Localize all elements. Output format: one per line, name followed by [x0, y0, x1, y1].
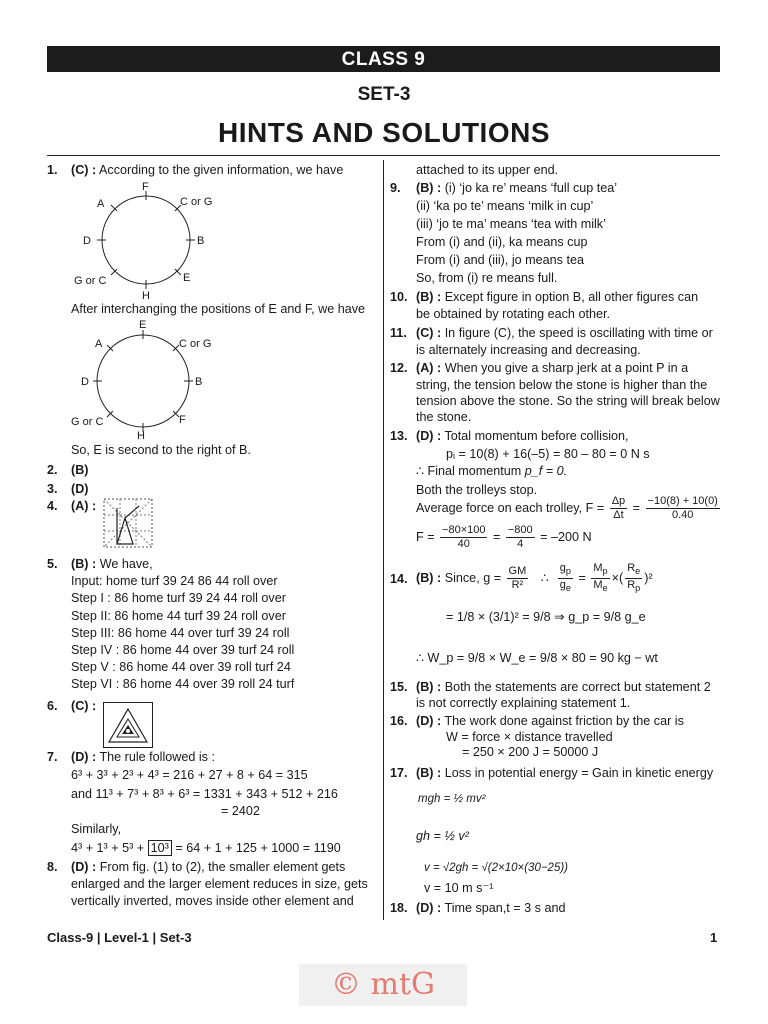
q15-number: 15. — [390, 680, 408, 694]
q1-c1-label-bottom: H — [142, 290, 150, 300]
q11-line: is alternately increasing and decreasing. — [416, 343, 641, 357]
q8-line: attached to its upper end. — [416, 163, 559, 177]
q1-c1-label-left: D — [83, 235, 91, 247]
q17-line: mgh = ½ mv² — [418, 793, 486, 805]
q14-line: ∴ W_p = 9/8 × W_e = 9/8 × 80 = 90 kg − wt — [416, 651, 658, 665]
q1-c2-label-bottomright: F — [179, 414, 186, 426]
q1-conclusion: So, E is second to the right of B. — [71, 443, 251, 457]
q13-number: 13. — [390, 429, 408, 443]
q13-text: (D) : Total momentum before collision, — [416, 429, 629, 443]
q17-line: gh = ½ v² — [416, 829, 469, 843]
q5-text: (B) : We have, — [71, 557, 153, 571]
q7-line: Similarly, — [71, 822, 122, 836]
q2-number: 2. — [47, 463, 58, 477]
page-title: HINTS AND SOLUTIONS — [217, 117, 551, 148]
q18-text: (D) : Time span,t = 3 s and — [416, 901, 566, 915]
q6-figure — [103, 702, 153, 748]
q8-line: enlarged and the larger element reduces in size, gets — [71, 877, 368, 891]
q16-line: = 250 × 200 J = 50000 J — [462, 745, 599, 759]
q10-number: 10. — [390, 290, 408, 304]
q4-number: 4. — [47, 499, 58, 513]
q6-answer: (C) : — [71, 699, 97, 713]
q5-line: Input: home turf 39 24 86 44 roll over — [71, 574, 278, 588]
q13-line: pᵢ = 10(8) + 16(–5) = 80 – 80 = 0 N s — [446, 447, 650, 461]
footer-label: Class-9 | Level-1 | Set-3 — [47, 930, 192, 945]
page-number: 1 — [710, 930, 718, 945]
q14-number: 14. — [390, 572, 408, 586]
q12-number: 12. — [390, 361, 408, 375]
q9-number: 9. — [390, 181, 401, 195]
q5-line: Step IV : 86 home 44 over 39 turf 24 roll — [71, 643, 295, 657]
q1-c2-label-top: E — [139, 319, 147, 331]
q15-line: (B) : Both the statements are correct but statement 2 — [416, 680, 711, 694]
q7-text: (D) : The rule followed is : — [71, 750, 215, 764]
q10-line: be obtained by rotating each other. — [416, 307, 610, 321]
q17-number: 17. — [390, 766, 408, 780]
q9-line: (B) : (i) ‘jo ka re’ means ‘full cup tea’ — [416, 181, 618, 195]
q8-line: vertically inverted, moves inside other element and — [71, 894, 354, 908]
q4-answer: (A) : — [71, 499, 97, 513]
q1-circle-diagram-1 — [71, 180, 281, 300]
q14-since-eq: (B) : Since, g = $\frac{GM}{\text{R²}}$ ∴ $\frac{g_p}{g_e}$ = $\frac{M_p}{M_e}$ ×( $\frac{R_e}{R_p}$ )² — [416, 562, 653, 594]
set-heading: SET-3 — [357, 84, 411, 105]
q4-figure — [103, 498, 153, 548]
q12-line: tension above the stone. So the string will break below — [416, 394, 720, 408]
column-divider — [383, 160, 384, 920]
q1-c2-label-left: D — [81, 376, 89, 388]
q2-answer: (B) — [71, 463, 89, 477]
q1-c2-label-bottom: H — [137, 430, 145, 440]
q1-c2-label-bottomleft: G or C — [71, 416, 104, 428]
q1-c2-label-right: B — [195, 376, 203, 388]
q13-line: Both the trolleys stop. — [416, 483, 538, 497]
q1-number: 1. — [47, 163, 58, 177]
q12-line: (A) : When you give a sharp jerk at a point P in a — [416, 361, 689, 375]
q3-number: 3. — [47, 482, 58, 496]
q5-line: Step V : 86 home 44 over 39 roll turf 24 — [71, 660, 291, 674]
q1-c1-label-top: F — [142, 181, 149, 193]
q7-number: 7. — [47, 750, 58, 764]
q16-number: 16. — [390, 714, 408, 728]
q13-force-result: F = $\frac{-80\times 100}{40}$ = $\frac{-800}{4}$ = –200 N — [416, 524, 592, 550]
q7-answer-box: 10³ — [148, 840, 172, 856]
q13-line: ∴ Final momentum p_f = 0. — [416, 464, 568, 478]
q1-c2-label-topleft: A — [95, 338, 103, 350]
q9-line: (ii) ‘ka po te’ means ‘milk in cup’ — [416, 199, 594, 213]
q5-number: 5. — [47, 557, 58, 571]
q14-line: = 1/8 × (3/1)² = 9/8 ⇒ g_p = 9/8 g_e — [446, 610, 646, 624]
q16-line: (D) : The work done against friction by the car is — [416, 714, 684, 728]
q3-answer: (D) — [71, 482, 89, 496]
q5-line: Step II: 86 home 44 turf 39 24 roll over — [71, 609, 286, 623]
q15-line: is not correctly explaining statement 1. — [416, 696, 631, 710]
q5-line: Step I : 86 home turf 39 24 44 roll over — [71, 591, 286, 605]
q7-line: 6³ + 3³ + 2³ + 4³ = 216 + 27 + 8 + 64 = 315 — [71, 768, 308, 782]
q1-after-text: After interchanging the positions of E and F, we have — [71, 302, 366, 316]
class-banner: CLASS 9 — [47, 46, 720, 72]
q5-line: Step VI : 86 home 44 over 39 roll 24 turf — [71, 677, 295, 691]
q9-line: From (i) and (ii), ka means cup — [416, 235, 588, 249]
q10-line: (B) : Except figure in option B, all other figures can — [416, 290, 699, 304]
q18-number: 18. — [390, 901, 408, 915]
q9-line: So, from (i) re means full. — [416, 271, 558, 285]
q1-c2-label-topright: C or G — [179, 338, 212, 350]
q7-line: 4³ + 1³ + 5³ + 10³ = 64 + 1 + 125 + 1000 = 1190 — [71, 841, 341, 855]
q1-c1-label-right: B — [197, 235, 205, 247]
q11-line: (C) : In figure (C), the speed is oscillating with time or — [416, 326, 713, 340]
q11-number: 11. — [390, 326, 407, 340]
q17-line: v = √2gh = √(2×10×(30−25)) — [424, 862, 569, 874]
title-rule — [47, 155, 720, 156]
q6-number: 6. — [47, 699, 58, 713]
q12-line: the stone. — [416, 410, 472, 424]
q8-number: 8. — [47, 860, 58, 874]
q1-c1-label-bottomright: E — [183, 272, 191, 284]
q1-c1-label-topright: C or G — [180, 196, 213, 208]
q5-line: Step III: 86 home 44 over turf 39 24 roll — [71, 626, 290, 640]
q1-c1-label-bottomleft: G or C — [74, 275, 107, 287]
q9-line: (iii) ‘jo te ma’ means ‘tea with milk’ — [416, 217, 606, 231]
q16-line: W = force × distance travelled — [446, 730, 613, 744]
q7-line: and 11³ + 7³ + 8³ + 6³ = 1331 + 343 + 512 + 216 — [71, 787, 338, 801]
q9-line: From (i) and (iii), jo means tea — [416, 253, 584, 267]
q1-c1-label-topleft: A — [97, 198, 105, 210]
q1-circle-diagram-2 — [71, 318, 281, 440]
q8-line: (D) : From fig. (1) to (2), the smaller element gets — [71, 860, 346, 874]
q7-line: = 2402 — [221, 804, 260, 818]
q17-line: v = 10 m s⁻¹ — [424, 881, 494, 895]
mtg-logo-text: © mtG — [330, 967, 435, 1002]
q13-force-eq: Average force on each trolley, F = $\frac{\Delta p}{\Delta t}$ = $\frac{-10(8) + 10(0)}{0.40}$ — [416, 495, 718, 521]
q1-text: (C) : According to the given information, we have — [71, 163, 344, 177]
q12-line: string, the tension below the stone is higher than the — [416, 378, 708, 392]
q17-text: (B) : Loss in potential energy = Gain in kinetic energy — [416, 766, 714, 780]
